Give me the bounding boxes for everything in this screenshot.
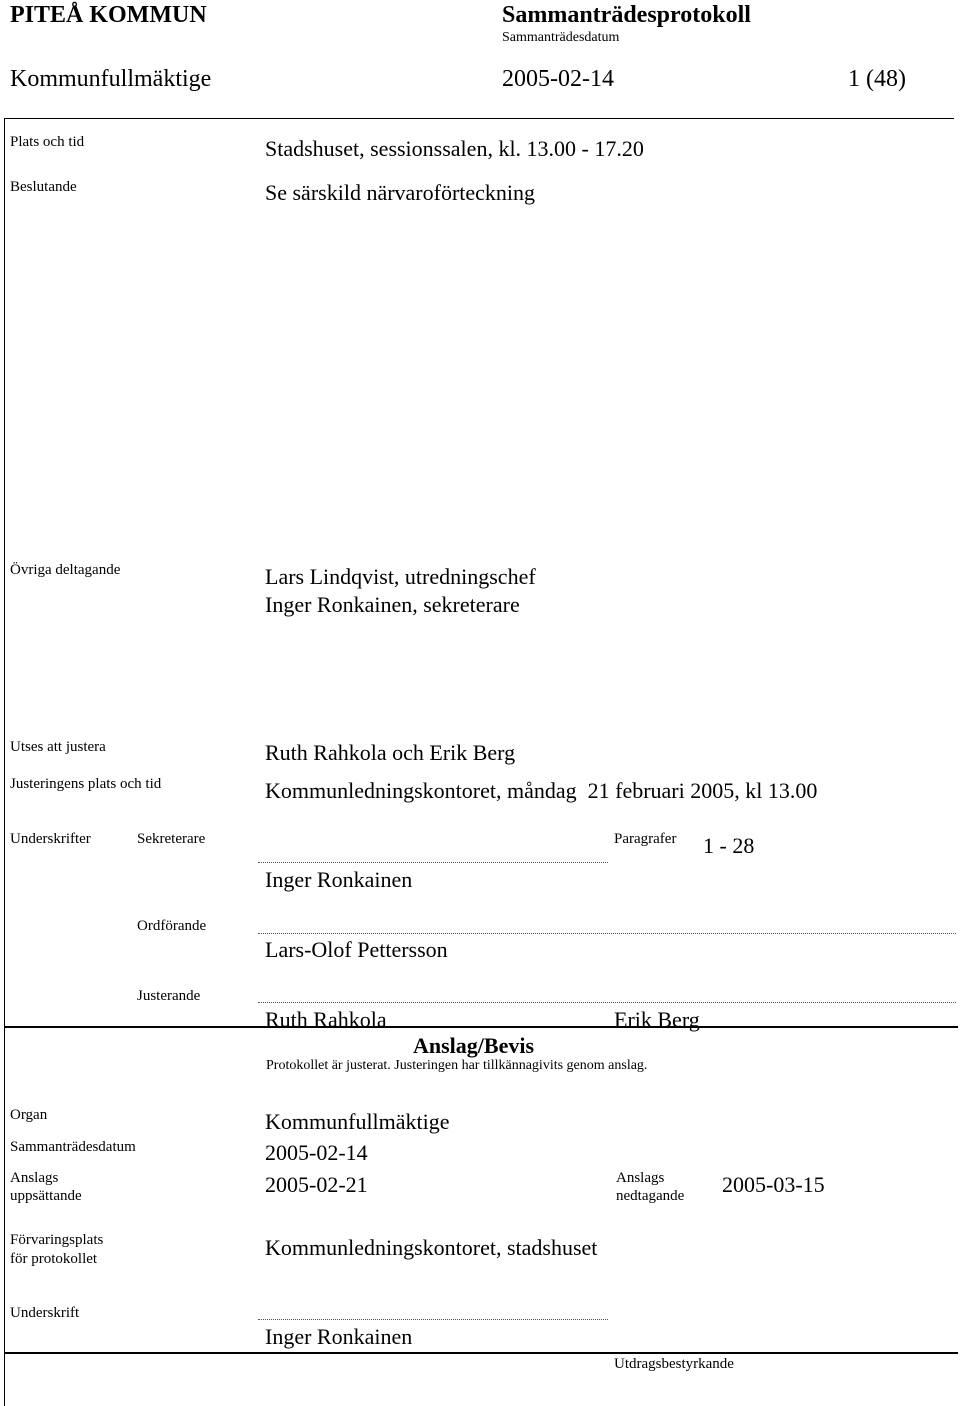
organ-value: Kommunfullmäktige (265, 1109, 450, 1134)
posted-label-line-2: uppsättande (10, 1188, 82, 1204)
notice-date-label: Sammanträdesdatum (10, 1139, 136, 1155)
header-date: 2005-02-14 (502, 66, 614, 92)
secretary-label: Sekreterare (137, 831, 206, 847)
others-label: Övriga deltagande (10, 562, 121, 578)
secretary-signature-line (258, 862, 608, 863)
chair-label: Ordförande (137, 918, 207, 934)
municipality-name: PITEÅ KOMMUN (10, 2, 207, 28)
removed-label-line-2: nedtagande (616, 1188, 685, 1204)
top-rule (4, 118, 954, 119)
storage-label-line-2: för protokollet (10, 1251, 98, 1267)
left-border (4, 118, 5, 1406)
adjust-place-label: Justeringens plats och tid (10, 776, 162, 792)
other-participant: Inger Ronkainen, sekreterare (265, 592, 520, 617)
page-number: 1 (48) (848, 66, 906, 92)
signatures-label: Underskrifter (10, 831, 91, 847)
date-caption: Sammanträdesdatum (502, 30, 620, 45)
removed-label-line-1: Anslags (616, 1170, 665, 1186)
decision-label: Beslutande (10, 179, 77, 195)
header-organ: Kommunfullmäktige (10, 66, 212, 92)
adjusters-label: Justerande (137, 988, 201, 1004)
secretary-name: Inger Ronkainen (265, 867, 413, 892)
adjuster-1-name: Ruth Rahkola (265, 1007, 387, 1032)
posted-label-line-1: Anslags (10, 1170, 59, 1186)
adjust-place-value: Kommunledningskontoret, måndag 21 februari 2005, kl 13.00 (265, 778, 818, 803)
notice-signature-line (258, 1319, 608, 1320)
place-label: Plats och tid (10, 134, 85, 150)
notice-title: Anslag/Bevis (413, 1033, 535, 1058)
notice-signature-name: Inger Ronkainen (265, 1324, 413, 1349)
adjusters-signature-line (258, 1002, 956, 1003)
other-participant: Lars Lindqvist, utredningschef (265, 564, 536, 589)
chair-name: Lars-Olof Pettersson (265, 937, 448, 962)
chair-signature-line (258, 933, 956, 934)
certification-label: Utdragsbestyrkande (614, 1356, 734, 1372)
section-rule (4, 1026, 958, 1028)
storage-value: Kommunledningskontoret, stadshuset (265, 1235, 598, 1260)
notice-text: Protokollet är justerat. Justeringen har tillkännagivits genom anslag. (266, 1058, 648, 1073)
decision-value: Se särskild närvaroförteckning (265, 180, 536, 205)
posted-value: 2005-02-21 (265, 1172, 368, 1197)
paragraphs-value: 1 - 28 (703, 833, 755, 858)
place-value: Stadshuset, sessionssalen, kl. 13.00 - 17.20 (265, 136, 644, 161)
organ-label: Organ (10, 1107, 48, 1123)
bottom-rule (4, 1352, 958, 1354)
adjust-label: Utses att justera (10, 739, 106, 755)
signature-label: Underskrift (10, 1305, 80, 1321)
storage-label-line-1: Förvaringsplats (10, 1232, 104, 1248)
paragraphs-label: Paragrafer (614, 831, 677, 847)
removed-value: 2005-03-15 (722, 1172, 825, 1197)
adjust-value: Ruth Rahkola och Erik Berg (265, 740, 516, 765)
notice-date-value: 2005-02-14 (265, 1140, 368, 1165)
adjuster-2-name: Erik Berg (614, 1007, 700, 1032)
document-type: Sammanträdesprotokoll (502, 2, 751, 28)
